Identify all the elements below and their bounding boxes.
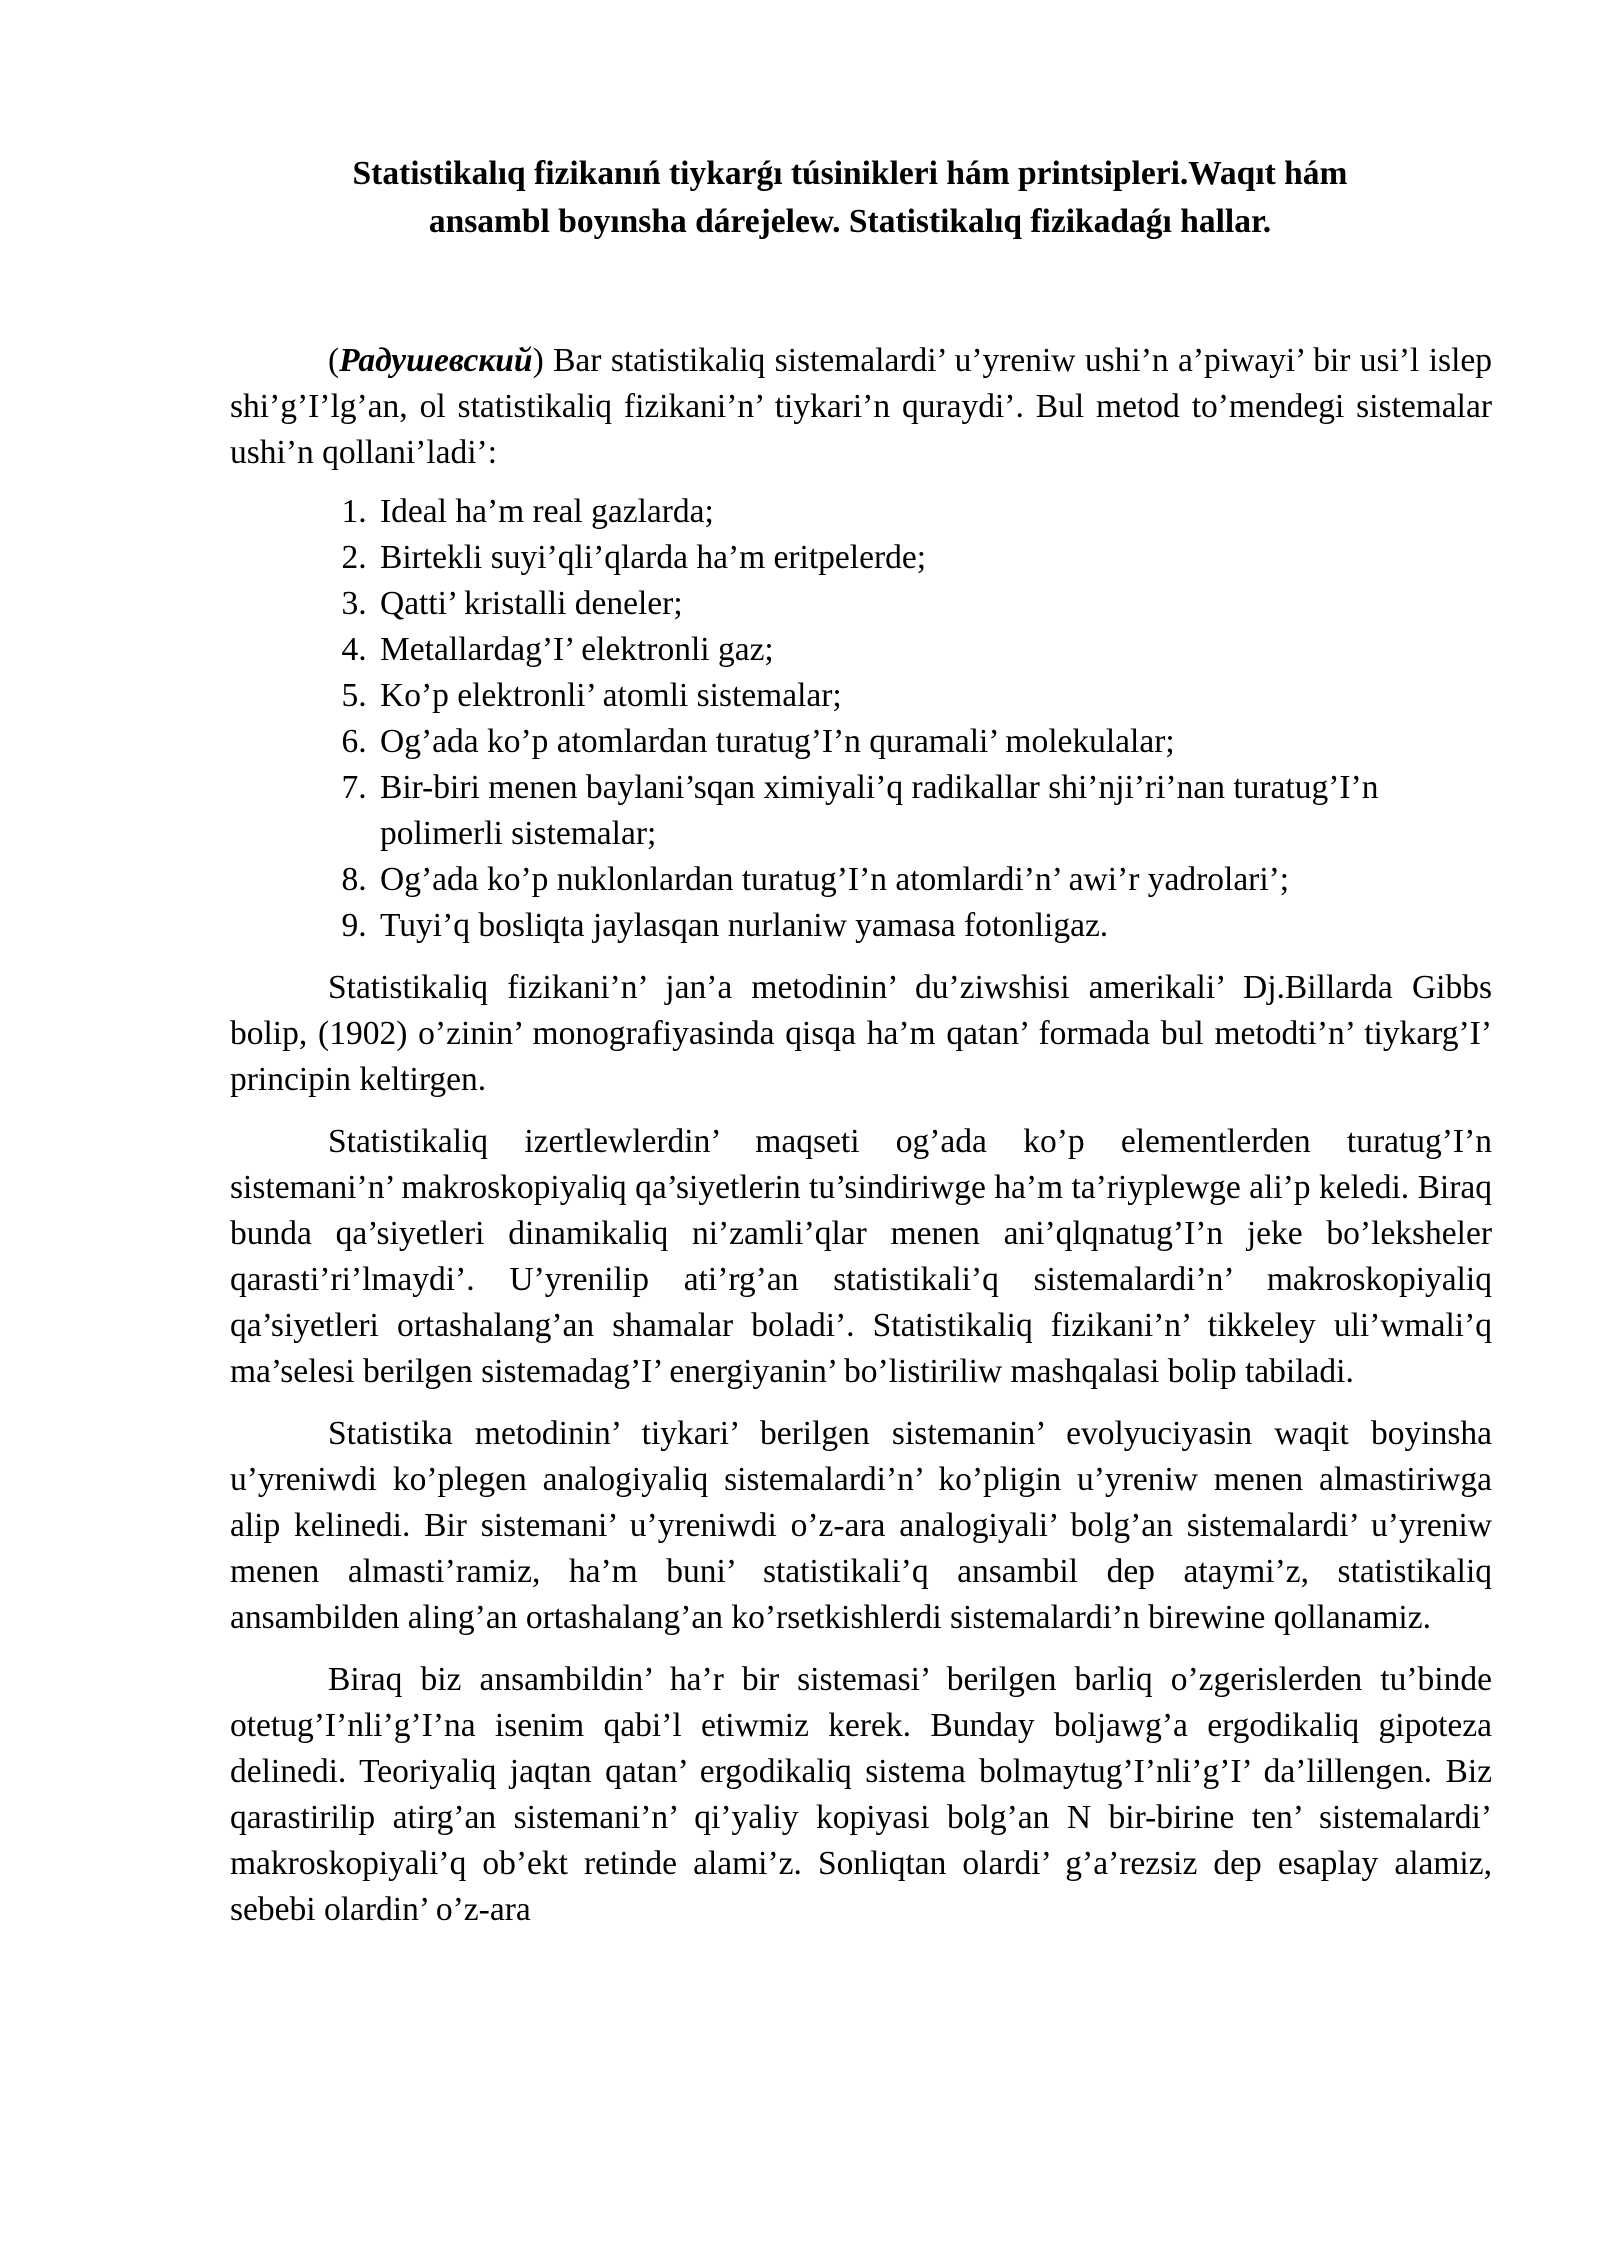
- document-title: [230, 150, 1470, 246]
- author-name: Радушевский: [339, 342, 533, 379]
- systems-list: [230, 489, 1492, 949]
- intro-paragraph: [230, 338, 1492, 476]
- open-paren: (: [328, 342, 340, 379]
- paragraph: Statistikaliq izertlewlerdin’ maqseti og’ada ko’p elementlerden turatug’I’n sistemani’n’ makroskopiyaliq qa’siyetlerin tu’sindiriwge ha’m ta’riyplewge ali’p keledi. Biraq bunda qa’siyetleri dinamikaliq ni’zamli’qlar menen ani’qlqnatug’I’n jeke bo’leksheler qarasti’ri’lmaydi’. U’yrenilip ati’rg’an statistikali’q sistemalardi’n’ makroskopiyaliq qa’siyetleri ortashalang’an shamalar boladi’. Statistikaliq fizikani’n’ tikkeley uli’wmali’q ma’selesi berilgen sistemadag’I’ energiyanin’ bo’listiriliw mashqalasi bolip tabiladi.: [230, 1123, 1492, 1390]
- list-item: 7. Bir-biri menen baylani’sqan ximiyali’q radikallar shi’nji’ri’nan turatug’I’n polimerli sistemalar;: [375, 765, 1492, 857]
- list-item: 1. Ideal ha’m real gazlarda;: [375, 489, 1492, 535]
- list-item: 3. Qatti’ kristalli deneler;: [375, 581, 1492, 627]
- list-item: 6. Og’ada ko’p atomlardan turatug’I’n quramali’ molekulalar;: [375, 719, 1492, 765]
- paragraph: Statistika metodinin’ tiykari’ berilgen sistemanin’ evolyuciyasin waqit boyinsha u’yreniwdi ko’plegen analogiyaliq sistemalardi’n’ ko’pligin u’yreniw menen almastiriwga alip kelinedi. Bir sistemani’ u’yreniwdi o’z-ara analogiyali’ bolg’an sistemalardi’ u’yreniw menen almasti’ramiz, ha’m buni’ statistikali’q ansambil dep ataymi’z, statistikaliq ansambilden aling’an ortashalang’an ko’rsetkishlerdi sistemalardi’n birewine qollanamiz.: [230, 1415, 1492, 1636]
- document-body: [230, 338, 1492, 1933]
- list-item: 5. Ko’p elektronli’ atomli sistemalar;: [375, 673, 1492, 719]
- paragraph: Statistikaliq fizikani’n’ jan’a metodinin’ du’ziwshisi amerikali’ Dj.Billarda Gibbs bolip, (1902) o’zinin’ monografiyasinda qisqa ha’m qatan’ formada bul metodti’n’ tiykarg’I’ principin keltirgen.: [230, 969, 1492, 1098]
- paragraph: Biraq biz ansambildin’ ha’r bir sistemasi’ berilgen barliq o’zgerislerden tu’binde otetug’I’nli’g’I’na isenim qabi’l etiwmiz kerek. Bunday boljawg’a ergodikaliq gipoteza delinedi. Teoriyaliq jaqtan qatan’ ergodikaliq sistema bolmaytug’I’nli’g’I’ da’lillengen. Biz qarastirilip atirg’an sistemani’n’ qi’yaliy kopiyasi bolg’an N bir-birine ten’ sistemalardi’ makroskopiyali’q ob’ekt retinde alami’z. Sonliqtan olardi’ g’a’rezsiz dep esaplay alamiz, sebebi olardin’ o’z-ara: [230, 1661, 1492, 1928]
- list-item: 4. Metallardag’I’ elektronli gaz;: [375, 627, 1492, 673]
- list-item: 8. Og’ada ko’p nuklonlardan turatug’I’n atomlardi’n’ awi’r yadrolari’;: [375, 857, 1492, 903]
- title-line-2: ansambl boyınsha dárejelew. Statistikalıq fizikadaǵı hallar.: [428, 203, 1272, 240]
- title-line-1: Statistikalıq fizikanıń tiykarǵı túsinikleri hám printsipleri.Waqıt hám: [352, 155, 1348, 192]
- list-item: 2. Birtekli suyi’qli’qlarda ha’m eritpelerde;: [375, 535, 1492, 581]
- intro-text: ) Bar statistikaliq sistemalardi’ u’yreniw ushi’n a’piwayi’ bir usi’l islep shi’g’I’lg’an, ol statistikaliq fizikani’n’ tiykari’n quraydi’. Bul metod to’mendegi sistemalar ushi’n qollani’ladi’:: [230, 342, 1492, 471]
- list-item: 9. Tuyi’q bosliqta jaylasqan nurlaniw yamasa fotonligaz.: [375, 903, 1492, 949]
